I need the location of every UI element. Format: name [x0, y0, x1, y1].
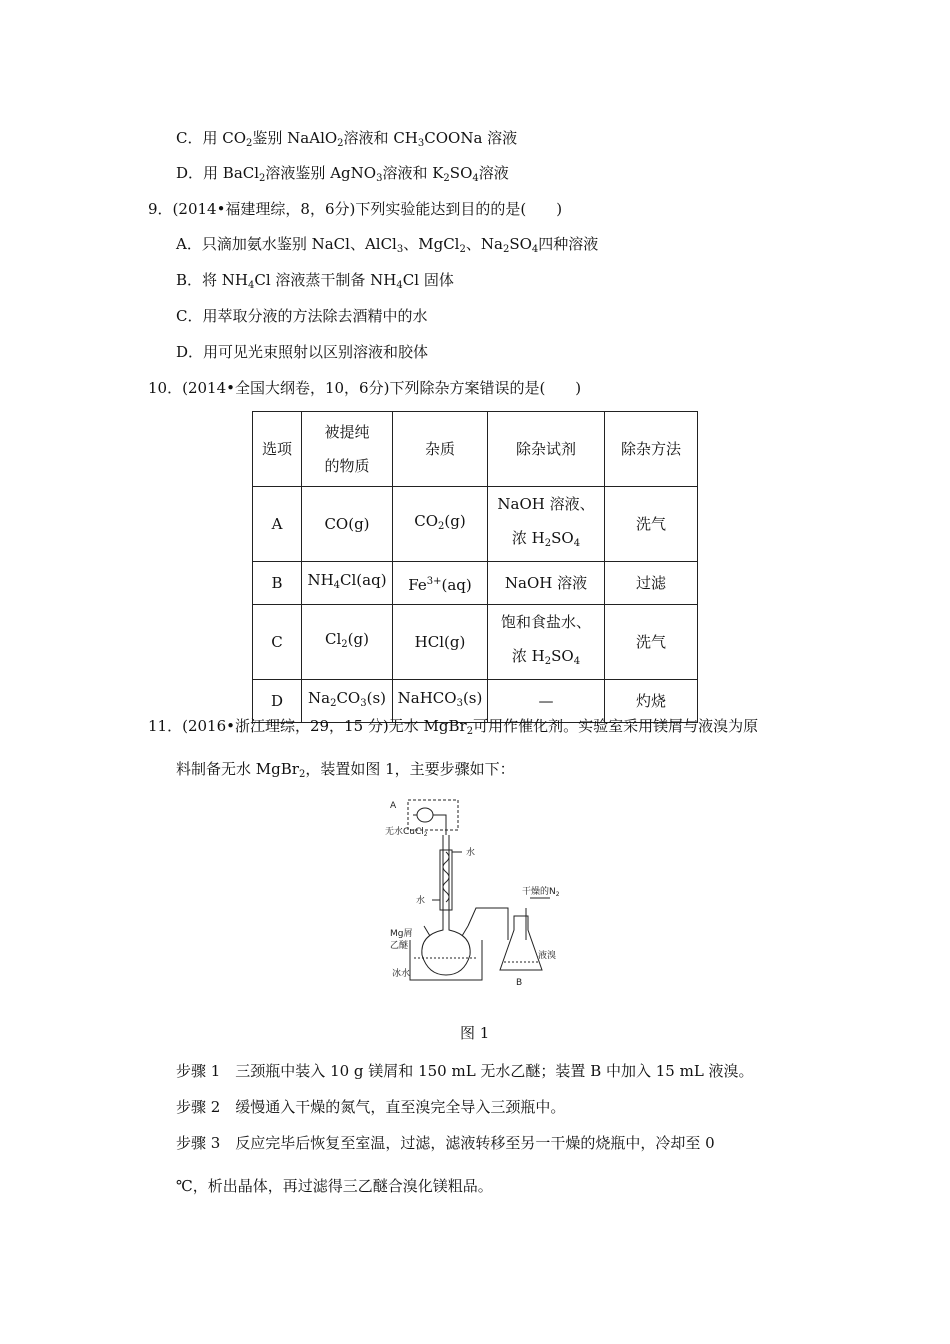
q8-option-d: D．用 BaCl$_2$溶液鉴别 AgNO$_3$溶液和 $K_2SO_4$溶液 — [176, 164, 509, 184]
cell-reagent: — — [488, 680, 605, 723]
header-option: 选项 — [253, 412, 302, 487]
label-water-out: 水 — [466, 848, 476, 858]
cell-substance: $Cl_2(g)$ — [302, 605, 393, 680]
label-mg: Mg屑 — [390, 929, 413, 939]
cell-substance: CO(g) — [302, 487, 393, 562]
q9-option-a: A．只滴加氨水鉴别 NaCl、AlCl$_3$、MgCl$_2$、$Na_2SO_4$四种溶液 — [176, 235, 599, 255]
q11-step2: 步骤 2 缓慢通入干燥的氮气，直至溴完全导入三颈瓶中。 — [176, 1098, 566, 1116]
header-method: 除杂方法 — [605, 412, 698, 487]
table-row: C $Cl_2(g)$ HCl(g) 饱和食盐水、 浓 $H_2SO_4$ 洗气 — [253, 605, 698, 680]
cell-reagent: NaOH 溶液 — [488, 562, 605, 605]
cell-method: 灼烧 — [605, 680, 698, 723]
q10-stem: 10．(2014•全国大纲卷，10，6分)下列除杂方案错误的是( ) — [148, 379, 582, 397]
cell-impurity: NaHCO$_3$(s) — [393, 680, 488, 723]
cell-method: 洗气 — [605, 487, 698, 562]
q11-step1: 步骤 1 三颈瓶中装入 10 g 镁屑和 150 mL 无水乙醚；装置 B 中加入 15 mL 液溴。 — [176, 1062, 754, 1080]
cell-reagent: 饱和食盐水、 浓 $H_2SO_4$ — [488, 605, 605, 680]
header-reagent: 除杂试剂 — [488, 412, 605, 487]
label-water-in: 水 — [416, 896, 426, 906]
table-row: D $Na_2CO_3(s)$ NaHCO$_3$(s) — 灼烧 — [253, 680, 698, 723]
cell-method: 过滤 — [605, 562, 698, 605]
label-ice: 冰水 — [392, 969, 411, 979]
cell-substance: $NH_4Cl(aq)$ — [302, 562, 393, 605]
cell-substance: $Na_2CO_3(s)$ — [302, 680, 393, 723]
q9-option-d: D．用可见光束照射以区别溶液和胶体 — [176, 343, 429, 361]
label-ether: 乙醚 — [390, 941, 409, 951]
q11-stem-line2: 料制备无水 MgBr$_2$，装置如图 1，主要步骤如下： — [176, 760, 515, 780]
label-n2: 干燥的$N_2$ — [522, 887, 560, 898]
q9-option-c: C．用萃取分液的方法除去酒精中的水 — [176, 307, 428, 325]
header-substance: 被提纯 的物质 — [302, 412, 393, 487]
q10-table — [252, 411, 698, 723]
header-impurity: 杂质 — [393, 412, 488, 487]
q11-stem-line1: 11．(2016•浙江理综，29，15 分)无水 MgBr$_2$可用作催化剂。实验室采用镁屑与液溴为原 — [148, 717, 759, 737]
figure-caption: 图 1 — [460, 1024, 490, 1042]
cell-impurity: $CO_2(g)$ — [393, 487, 488, 562]
cell-reagent: NaOH 溶液、 浓 $H_2SO_4$ — [488, 487, 605, 562]
table-row: A CO(g) $CO_2(g)$ NaOH 溶液、 浓 $H_2SO_4$ 洗气 — [253, 487, 698, 562]
cell-impurity: HCl(g) — [393, 605, 488, 680]
q11-step3-line1: 步骤 3 反应完毕后恢复至室温，过滤，滤液转移至另一干燥的烧瓶中，冷却至 0 — [176, 1134, 715, 1152]
label-b: B — [516, 978, 523, 988]
q8-option-c: C．用 $CO_2$鉴别 NaAlO$_2$溶液和 $CH_3COONa$ 溶液 — [176, 129, 518, 149]
table-header-row — [253, 412, 698, 487]
q9-option-b: B．将 $NH_4Cl$ 溶液蒸干制备 $NH_4Cl$ 固体 — [176, 271, 454, 291]
label-cucl2: 无水CuCl$_2$ — [385, 827, 428, 838]
q9-stem: 9．(2014•福建理综，8，6分)下列实验能达到目的的是( ) — [148, 200, 563, 218]
cell-impurity: $Fe^{3+}(aq)$ — [393, 562, 488, 605]
apparatus-figure — [380, 790, 590, 990]
q11-step3-line2: ℃，析出晶体，再过滤得三乙醚合溴化镁粗品。 — [176, 1177, 493, 1195]
cell-method: 洗气 — [605, 605, 698, 680]
table-row: B $NH_4Cl(aq)$ $Fe^{3+}(aq)$ NaOH 溶液 过滤 — [253, 562, 698, 605]
label-a: A — [390, 801, 397, 811]
label-br: 液溴 — [538, 951, 557, 961]
